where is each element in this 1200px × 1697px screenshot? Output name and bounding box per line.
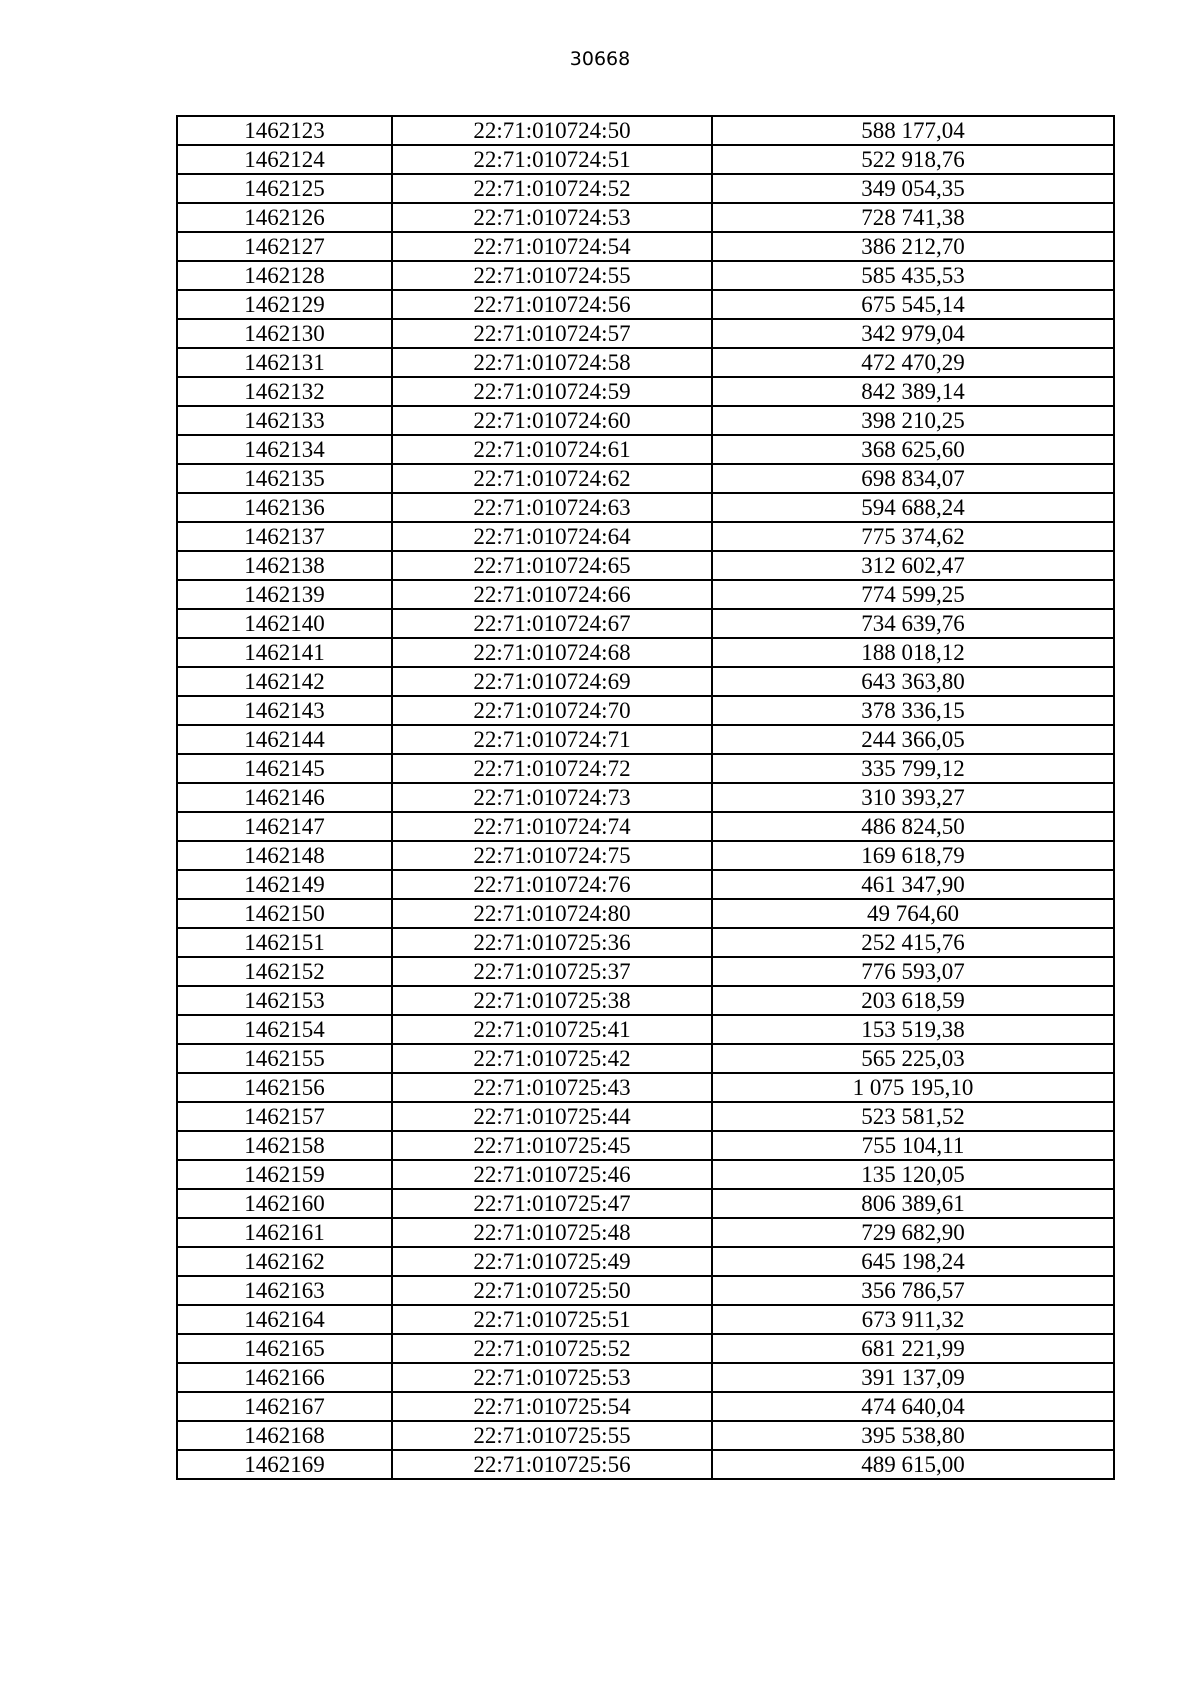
row-number-cell: 1462126 — [177, 203, 392, 232]
table-row — [177, 174, 1114, 203]
cadastral-value-cell: 169 618,79 — [712, 841, 1114, 870]
row-number-cell: 1462159 — [177, 1160, 392, 1189]
cadastral-number-cell: 22:71:010724:72 — [392, 754, 712, 783]
row-number-cell: 1462123 — [177, 116, 392, 145]
cadastral-number-cell: 22:71:010724:64 — [392, 522, 712, 551]
table-row — [177, 203, 1114, 232]
table-row — [177, 1131, 1114, 1160]
cadastral-number-cell: 22:71:010724:56 — [392, 290, 712, 319]
cadastral-value-cell: 335 799,12 — [712, 754, 1114, 783]
table-row — [177, 957, 1114, 986]
table-row — [177, 870, 1114, 899]
cadastral-number-cell: 22:71:010724:70 — [392, 696, 712, 725]
page-number: 30668 — [569, 48, 631, 70]
cadastral-number-cell: 22:71:010724:54 — [392, 232, 712, 261]
row-number-cell: 1462164 — [177, 1305, 392, 1334]
cadastral-value-cell: 49 764,60 — [712, 899, 1114, 928]
cadastral-value-cell: 378 336,15 — [712, 696, 1114, 725]
cadastral-value-table — [176, 115, 1115, 1480]
row-number-cell: 1462150 — [177, 899, 392, 928]
cadastral-value-cell: 594 688,24 — [712, 493, 1114, 522]
cadastral-number-cell: 22:71:010724:73 — [392, 783, 712, 812]
row-number-cell: 1462169 — [177, 1450, 392, 1479]
cadastral-number-cell: 22:71:010725:53 — [392, 1363, 712, 1392]
row-number-cell: 1462130 — [177, 319, 392, 348]
cadastral-value-cell: 774 599,25 — [712, 580, 1114, 609]
cadastral-number-cell: 22:71:010724:68 — [392, 638, 712, 667]
cadastral-value-cell: 681 221,99 — [712, 1334, 1114, 1363]
cadastral-number-cell: 22:71:010724:58 — [392, 348, 712, 377]
row-number-cell: 1462143 — [177, 696, 392, 725]
table-row — [177, 899, 1114, 928]
cadastral-value-cell: 461 347,90 — [712, 870, 1114, 899]
row-number-cell: 1462155 — [177, 1044, 392, 1073]
cadastral-value-cell: 188 018,12 — [712, 638, 1114, 667]
cadastral-number-cell: 22:71:010724:55 — [392, 261, 712, 290]
row-number-cell: 1462157 — [177, 1102, 392, 1131]
cadastral-number-cell: 22:71:010724:62 — [392, 464, 712, 493]
cadastral-value-cell: 356 786,57 — [712, 1276, 1114, 1305]
table-row — [177, 1450, 1114, 1479]
cadastral-number-cell: 22:71:010725:43 — [392, 1073, 712, 1102]
table-row — [177, 116, 1114, 145]
cadastral-number-cell: 22:71:010724:50 — [392, 116, 712, 145]
table-row — [177, 725, 1114, 754]
row-number-cell: 1462132 — [177, 377, 392, 406]
cadastral-value-cell: 776 593,07 — [712, 957, 1114, 986]
cadastral-number-cell: 22:71:010725:47 — [392, 1189, 712, 1218]
row-number-cell: 1462149 — [177, 870, 392, 899]
table-row — [177, 435, 1114, 464]
cadastral-value-cell: 472 470,29 — [712, 348, 1114, 377]
cadastral-value-cell: 698 834,07 — [712, 464, 1114, 493]
table-row — [177, 261, 1114, 290]
table-row — [177, 348, 1114, 377]
row-number-cell: 1462139 — [177, 580, 392, 609]
table-row — [177, 551, 1114, 580]
cadastral-number-cell: 22:71:010725:38 — [392, 986, 712, 1015]
cadastral-value-cell: 310 393,27 — [712, 783, 1114, 812]
row-number-cell: 1462162 — [177, 1247, 392, 1276]
row-number-cell: 1462163 — [177, 1276, 392, 1305]
row-number-cell: 1462135 — [177, 464, 392, 493]
cadastral-value-cell: 386 212,70 — [712, 232, 1114, 261]
row-number-cell: 1462151 — [177, 928, 392, 957]
cadastral-number-cell: 22:71:010724:75 — [392, 841, 712, 870]
table-row — [177, 1102, 1114, 1131]
table-row — [177, 319, 1114, 348]
cadastral-value-cell: 734 639,76 — [712, 609, 1114, 638]
table-row — [177, 290, 1114, 319]
cadastral-number-cell: 22:71:010724:69 — [392, 667, 712, 696]
cadastral-value-cell: 486 824,50 — [712, 812, 1114, 841]
cadastral-value-cell: 489 615,00 — [712, 1450, 1114, 1479]
row-number-cell: 1462161 — [177, 1218, 392, 1247]
cadastral-number-cell: 22:71:010724:59 — [392, 377, 712, 406]
cadastral-value-cell: 675 545,14 — [712, 290, 1114, 319]
cadastral-number-cell: 22:71:010724:65 — [392, 551, 712, 580]
row-number-cell: 1462166 — [177, 1363, 392, 1392]
cadastral-number-cell: 22:71:010724:51 — [392, 145, 712, 174]
table-row — [177, 145, 1114, 174]
table-row — [177, 1160, 1114, 1189]
cadastral-number-cell: 22:71:010725:52 — [392, 1334, 712, 1363]
cadastral-value-cell: 349 054,35 — [712, 174, 1114, 203]
cadastral-number-cell: 22:71:010725:44 — [392, 1102, 712, 1131]
cadastral-number-cell: 22:71:010725:55 — [392, 1421, 712, 1450]
cadastral-value-cell: 673 911,32 — [712, 1305, 1114, 1334]
table-row — [177, 667, 1114, 696]
table-row — [177, 609, 1114, 638]
table-row — [177, 1247, 1114, 1276]
cadastral-value-cell: 252 415,76 — [712, 928, 1114, 957]
cadastral-value-cell: 1 075 195,10 — [712, 1073, 1114, 1102]
row-number-cell: 1462134 — [177, 435, 392, 464]
cadastral-value-cell: 368 625,60 — [712, 435, 1114, 464]
row-number-cell: 1462125 — [177, 174, 392, 203]
row-number-cell: 1462129 — [177, 290, 392, 319]
cadastral-number-cell: 22:71:010725:48 — [392, 1218, 712, 1247]
cadastral-number-cell: 22:71:010724:63 — [392, 493, 712, 522]
cadastral-number-cell: 22:71:010724:61 — [392, 435, 712, 464]
cadastral-value-cell: 842 389,14 — [712, 377, 1114, 406]
row-number-cell: 1462133 — [177, 406, 392, 435]
table-row — [177, 1392, 1114, 1421]
table-body — [177, 116, 1114, 1479]
cadastral-value-cell: 588 177,04 — [712, 116, 1114, 145]
cadastral-number-cell: 22:71:010725:41 — [392, 1015, 712, 1044]
cadastral-value-cell: 398 210,25 — [712, 406, 1114, 435]
row-number-cell: 1462156 — [177, 1073, 392, 1102]
table-row — [177, 696, 1114, 725]
table-row — [177, 812, 1114, 841]
cadastral-value-cell: 585 435,53 — [712, 261, 1114, 290]
row-number-cell: 1462153 — [177, 986, 392, 1015]
row-number-cell: 1462152 — [177, 957, 392, 986]
table-row — [177, 1305, 1114, 1334]
row-number-cell: 1462141 — [177, 638, 392, 667]
row-number-cell: 1462168 — [177, 1421, 392, 1450]
cadastral-value-cell: 244 366,05 — [712, 725, 1114, 754]
cadastral-value-cell: 729 682,90 — [712, 1218, 1114, 1247]
cadastral-value-cell: 153 519,38 — [712, 1015, 1114, 1044]
row-number-cell: 1462124 — [177, 145, 392, 174]
cadastral-number-cell: 22:71:010725:56 — [392, 1450, 712, 1479]
cadastral-number-cell: 22:71:010725:37 — [392, 957, 712, 986]
cadastral-value-cell: 342 979,04 — [712, 319, 1114, 348]
table-row — [177, 1334, 1114, 1363]
cadastral-value-cell: 135 120,05 — [712, 1160, 1114, 1189]
cadastral-number-cell: 22:71:010724:71 — [392, 725, 712, 754]
row-number-cell: 1462146 — [177, 783, 392, 812]
table-row — [177, 986, 1114, 1015]
row-number-cell: 1462167 — [177, 1392, 392, 1421]
table-row — [177, 580, 1114, 609]
row-number-cell: 1462165 — [177, 1334, 392, 1363]
cadastral-number-cell: 22:71:010724:52 — [392, 174, 712, 203]
cadastral-value-cell: 755 104,11 — [712, 1131, 1114, 1160]
cadastral-number-cell: 22:71:010724:60 — [392, 406, 712, 435]
table-row — [177, 493, 1114, 522]
cadastral-value-cell: 395 538,80 — [712, 1421, 1114, 1450]
cadastral-value-cell: 645 198,24 — [712, 1247, 1114, 1276]
table-row — [177, 522, 1114, 551]
cadastral-number-cell: 22:71:010724:53 — [392, 203, 712, 232]
table-row — [177, 406, 1114, 435]
table-row — [177, 1421, 1114, 1450]
cadastral-number-cell: 22:71:010725:42 — [392, 1044, 712, 1073]
table-row — [177, 783, 1114, 812]
cadastral-number-cell: 22:71:010724:80 — [392, 899, 712, 928]
cadastral-number-cell: 22:71:010725:36 — [392, 928, 712, 957]
cadastral-number-cell: 22:71:010724:66 — [392, 580, 712, 609]
cadastral-number-cell: 22:71:010725:45 — [392, 1131, 712, 1160]
cadastral-value-cell: 523 581,52 — [712, 1102, 1114, 1131]
row-number-cell: 1462128 — [177, 261, 392, 290]
cadastral-number-cell: 22:71:010724:57 — [392, 319, 712, 348]
table-row — [177, 1363, 1114, 1392]
table-row — [177, 377, 1114, 406]
table-row — [177, 464, 1114, 493]
row-number-cell: 1462147 — [177, 812, 392, 841]
row-number-cell: 1462138 — [177, 551, 392, 580]
table-row — [177, 232, 1114, 261]
table-row — [177, 1044, 1114, 1073]
table-row — [177, 928, 1114, 957]
cadastral-value-cell: 643 363,80 — [712, 667, 1114, 696]
row-number-cell: 1462145 — [177, 754, 392, 783]
cadastral-number-cell: 22:71:010724:74 — [392, 812, 712, 841]
row-number-cell: 1462127 — [177, 232, 392, 261]
cadastral-value-cell: 312 602,47 — [712, 551, 1114, 580]
row-number-cell: 1462136 — [177, 493, 392, 522]
cadastral-number-cell: 22:71:010725:51 — [392, 1305, 712, 1334]
cadastral-value-cell: 474 640,04 — [712, 1392, 1114, 1421]
row-number-cell: 1462160 — [177, 1189, 392, 1218]
row-number-cell: 1462158 — [177, 1131, 392, 1160]
cadastral-value-cell: 203 618,59 — [712, 986, 1114, 1015]
cadastral-number-cell: 22:71:010725:50 — [392, 1276, 712, 1305]
table-row — [177, 1015, 1114, 1044]
table-row — [177, 841, 1114, 870]
cadastral-value-cell: 565 225,03 — [712, 1044, 1114, 1073]
cadastral-number-cell: 22:71:010724:67 — [392, 609, 712, 638]
table-row — [177, 1218, 1114, 1247]
cadastral-number-cell: 22:71:010725:54 — [392, 1392, 712, 1421]
row-number-cell: 1462142 — [177, 667, 392, 696]
cadastral-value-cell: 728 741,38 — [712, 203, 1114, 232]
table-row — [177, 1189, 1114, 1218]
cadastral-value-cell: 391 137,09 — [712, 1363, 1114, 1392]
row-number-cell: 1462154 — [177, 1015, 392, 1044]
row-number-cell: 1462137 — [177, 522, 392, 551]
row-number-cell: 1462144 — [177, 725, 392, 754]
table-row — [177, 638, 1114, 667]
cadastral-value-cell: 806 389,61 — [712, 1189, 1114, 1218]
cadastral-number-cell: 22:71:010725:49 — [392, 1247, 712, 1276]
cadastral-value-cell: 775 374,62 — [712, 522, 1114, 551]
cadastral-number-cell: 22:71:010725:46 — [392, 1160, 712, 1189]
table-row — [177, 1276, 1114, 1305]
cadastral-number-cell: 22:71:010724:76 — [392, 870, 712, 899]
row-number-cell: 1462140 — [177, 609, 392, 638]
row-number-cell: 1462148 — [177, 841, 392, 870]
table-row — [177, 754, 1114, 783]
cadastral-value-cell: 522 918,76 — [712, 145, 1114, 174]
row-number-cell: 1462131 — [177, 348, 392, 377]
table-row — [177, 1073, 1114, 1102]
